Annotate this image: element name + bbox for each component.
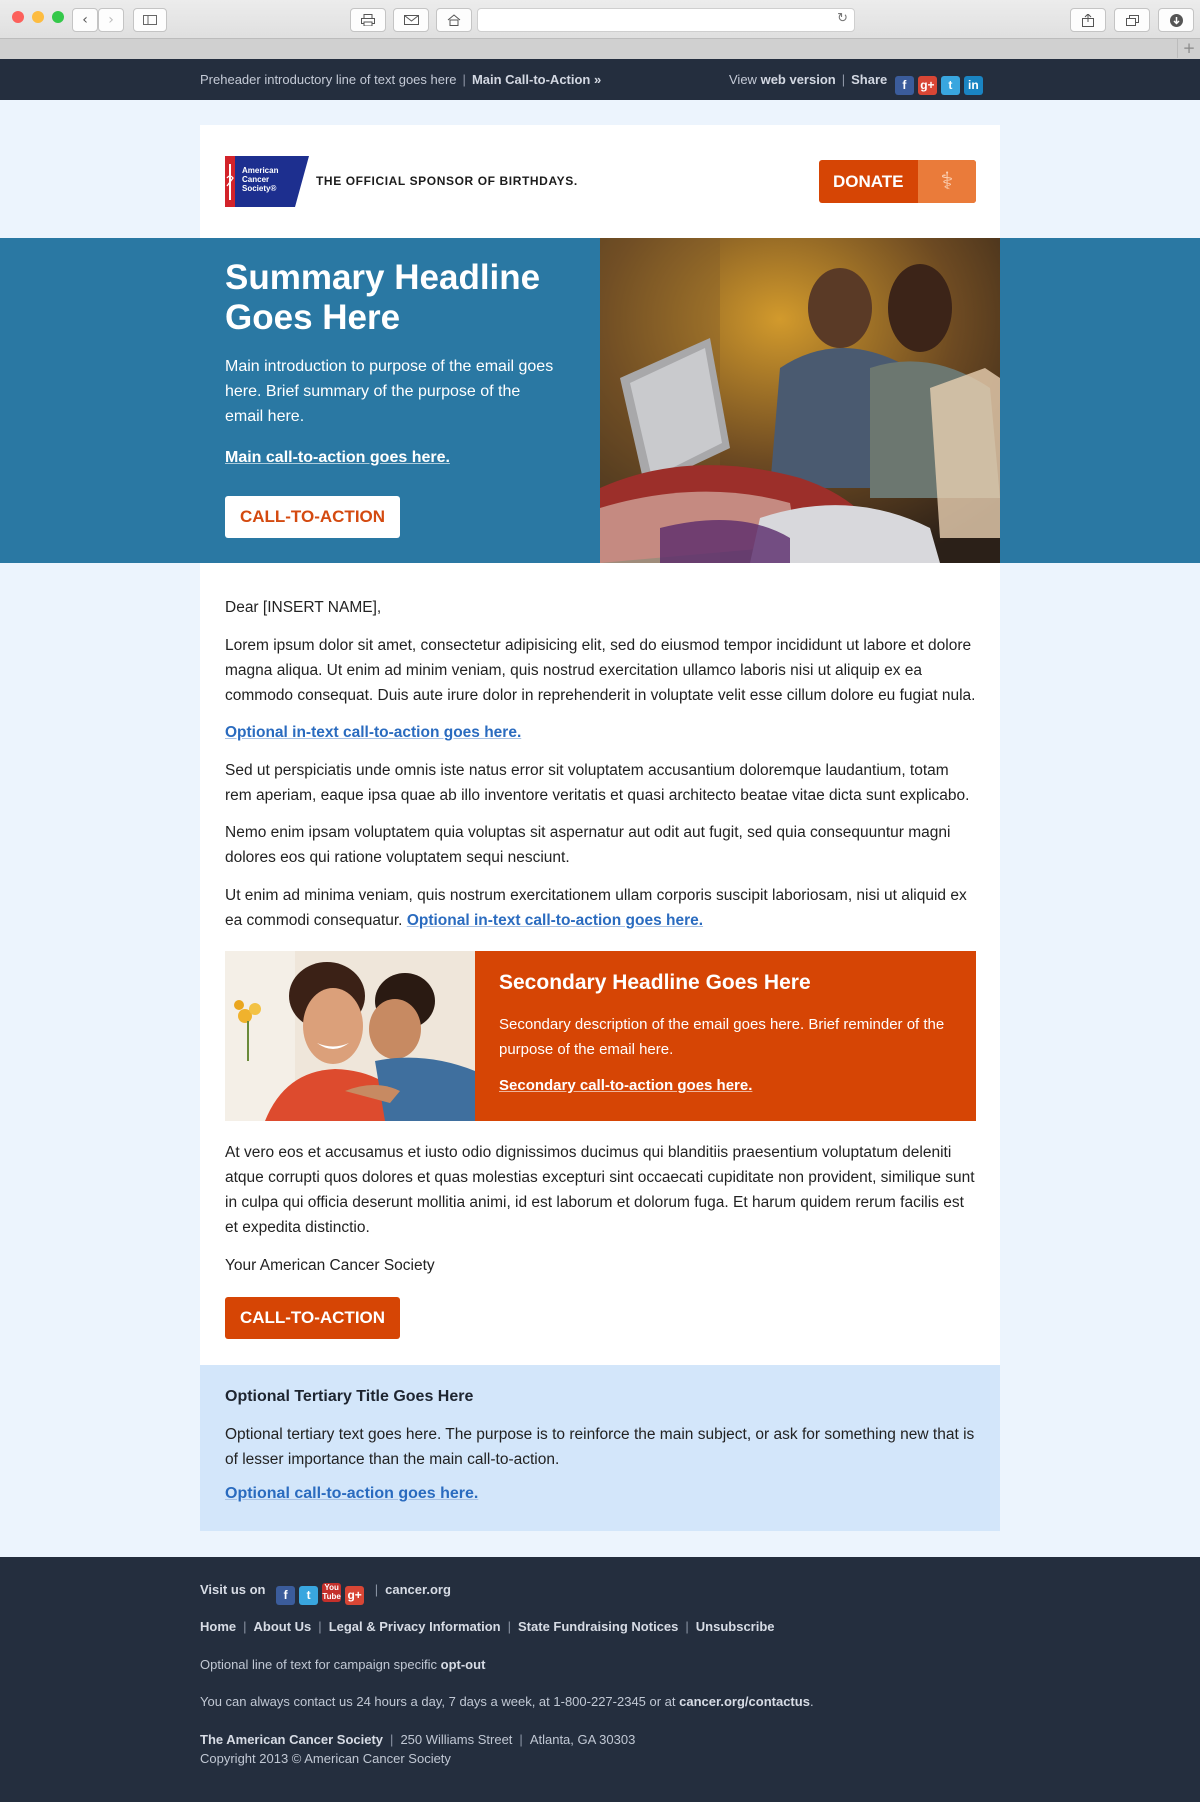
sword-caduceus-icon: ⚕	[918, 160, 976, 203]
twitter-icon[interactable]: t	[941, 76, 960, 95]
twitter-icon[interactable]: t	[299, 1586, 318, 1605]
reload-icon[interactable]: ↻	[837, 11, 848, 26]
donate-button[interactable]	[819, 160, 976, 203]
optout-link[interactable]: opt-out	[440, 1657, 486, 1672]
linkedin-icon[interactable]: in	[964, 76, 983, 95]
separator: |	[462, 72, 466, 87]
american-cancer-society-logo[interactable]	[225, 156, 309, 207]
sidebar-icon	[143, 15, 157, 25]
body-cta-button[interactable]: CALL-TO-ACTION	[225, 1297, 400, 1339]
logo-line-2: Cancer	[242, 175, 270, 184]
separator: |	[685, 1619, 689, 1634]
window-controls	[12, 11, 64, 23]
share-button[interactable]	[1070, 8, 1106, 32]
footer	[0, 1557, 1200, 1802]
view-label: View	[729, 72, 757, 87]
logo-line-3: Society®	[242, 184, 277, 193]
separator: |	[374, 1582, 379, 1597]
youtube-icon[interactable]	[322, 1583, 341, 1602]
back-button[interactable]	[72, 8, 98, 32]
preheader-intro: Preheader introductory line of text goes here	[200, 72, 457, 87]
footer-unsubscribe-link[interactable]: Unsubscribe	[695, 1619, 775, 1634]
signoff: Your American Cancer Society	[225, 1257, 435, 1274]
preheader-main-cta-link[interactable]: Main Call-to-Action	[471, 72, 591, 87]
contact-row	[200, 1694, 814, 1709]
in-text-cta-paragraph	[225, 720, 977, 745]
footer-about-link[interactable]: About Us	[253, 1619, 312, 1634]
sidebar-toggle-button[interactable]	[133, 8, 167, 32]
hero-main-cta-link[interactable]: Main call-to-action goes here.	[225, 449, 450, 466]
optout-row	[200, 1657, 485, 1672]
in-text-cta-link-1[interactable]: Optional in-text call-to-action goes here.	[225, 724, 522, 741]
print-button[interactable]	[350, 8, 386, 32]
address-bar[interactable]	[477, 8, 855, 32]
web-version-link[interactable]: web version	[760, 72, 836, 87]
tab-strip	[0, 38, 1200, 59]
mother-and-son-image	[225, 951, 475, 1121]
youtube-icon-top: You	[324, 1583, 339, 1592]
contact-text: You can always contact us 24 hours a day, 7 days a week, at 1-800-227-2345 or at	[200, 1694, 676, 1709]
home-icon	[447, 14, 461, 26]
optout-text: Optional line of text for campaign specific	[200, 1657, 438, 1672]
logo-line-1: American	[242, 166, 279, 175]
address-row	[200, 1732, 635, 1747]
hero-photo	[600, 238, 1000, 563]
mail-button[interactable]	[393, 8, 429, 32]
secondary-description: Secondary description of the email goes here. Brief reminder of the purpose of the email here.	[499, 1016, 945, 1058]
body-paragraph-4	[225, 883, 977, 933]
in-text-cta-link-2[interactable]: Optional in-text call-to-action goes here.	[406, 912, 704, 929]
close-window-button[interactable]	[12, 11, 24, 23]
street-address: 250 Williams Street	[400, 1732, 513, 1747]
envelope-icon	[404, 15, 419, 25]
body-paragraph-5: At vero eos et accusamus et iusto odio dignissimos ducimus qui blanditiis praesentium voluptatum deleniti atque corrupti quos dolores et quas molestias excepturi sint occaecati cupiditate non provident, similique sunt in culpa qui officia deserunt mollitia animi, id est laborum et dolorum fuga. Et harum quidem rerum facilis est et expedita distinctio.	[225, 1144, 975, 1236]
copyright: Copyright 2013 © American Cancer Society	[200, 1751, 451, 1766]
facebook-icon[interactable]: f	[276, 1586, 295, 1605]
contact-link[interactable]: cancer.org/contactus	[679, 1694, 810, 1709]
printer-icon	[361, 14, 375, 26]
hero-cta-button[interactable]: CALL-TO-ACTION	[225, 496, 400, 538]
secondary-headline: Secondary Headline Goes Here	[499, 971, 811, 994]
chevron-right-icon: ›	[108, 12, 114, 28]
browser-toolbar	[0, 0, 1200, 59]
facebook-icon[interactable]: f	[895, 76, 914, 95]
google-plus-icon[interactable]: g+	[918, 76, 937, 95]
cancer-org-link[interactable]: cancer.org	[385, 1582, 451, 1597]
secondary-cta-link[interactable]: Secondary call-to-action goes here.	[499, 1077, 753, 1094]
footer-home-link[interactable]: Home	[200, 1619, 237, 1634]
couple-with-laptop-image	[600, 238, 1000, 563]
contact-period: .	[809, 1694, 814, 1709]
visit-us-label: Visit us on	[200, 1582, 266, 1597]
google-plus-icon[interactable]: g+	[345, 1586, 364, 1605]
secondary-photo	[225, 951, 475, 1121]
org-name: The American Cancer Society	[200, 1732, 384, 1747]
hero-intro-text: Main introduction to purpose of the email goes here. Brief summary of the purpose of the email here.	[225, 358, 554, 425]
separator: |	[318, 1619, 322, 1634]
forward-button[interactable]	[98, 8, 124, 32]
chevron-right-icon: »	[594, 72, 602, 87]
minimize-window-button[interactable]	[32, 11, 44, 23]
tertiary-text: Optional tertiary text goes here. The purpose is to reinforce the main subject, or ask for something new that is of lesser importance than the main call-to-action.	[225, 1426, 975, 1468]
separator: |	[841, 72, 846, 87]
footer-fundraising-link[interactable]: State Fundraising Notices	[518, 1619, 679, 1634]
donate-label: DONATE	[833, 172, 904, 191]
share-icon	[1082, 14, 1094, 27]
separator: |	[519, 1732, 523, 1747]
tagline: THE OFFICIAL SPONSOR OF BIRTHDAYS.	[316, 174, 578, 188]
new-tab-button[interactable]: +	[1177, 39, 1200, 58]
tabs-overview-button[interactable]	[1114, 8, 1150, 32]
footer-nav	[200, 1619, 775, 1634]
greeting: Dear [INSERT NAME],	[225, 599, 382, 616]
tertiary-cta-link[interactable]: Optional call-to-action goes here.	[225, 1485, 479, 1502]
city-address: Atlanta, GA 30303	[529, 1732, 636, 1747]
hero-banner	[0, 238, 1200, 563]
preheader-right	[729, 72, 983, 95]
download-icon	[1170, 14, 1183, 27]
home-button[interactable]	[436, 8, 472, 32]
body-paragraph-3: Nemo enim ipsam voluptatem quia voluptas sit aspernatur aut odit aut fugit, sed quia consequuntur magni dolores eos qui ratione voluptatem sequi nesciunt.	[225, 824, 951, 866]
footer-social-row	[200, 1582, 451, 1605]
preheader-left	[200, 72, 601, 87]
preheader-bar	[0, 59, 1200, 100]
zoom-window-button[interactable]	[52, 11, 64, 23]
body-paragraph-2: Sed ut perspiciatis unde omnis iste natus error sit voluptatem accusantium doloremque laudantium, totam rem aperiam, eaque ipsa quae ab illo inventore veritatis et quasi architecto beatae vitae dicta sunt explicabo.	[225, 762, 970, 804]
youtube-icon-bottom: Tube	[322, 1592, 341, 1601]
separator: |	[507, 1619, 512, 1634]
share-label: Share	[851, 72, 888, 87]
footer-legal-link[interactable]: Legal & Privacy Information	[328, 1619, 501, 1634]
body-paragraph-4-text: Ut enim ad minima veniam, quis nostrum exercitationem ullam corporis suscipit laboriosam, nisi ut aliquid ex ea commodi consequatur.	[225, 887, 967, 929]
tabs-icon	[1126, 15, 1139, 26]
tertiary-title: Optional Tertiary Title Goes Here	[225, 1388, 474, 1405]
body-paragraph-1: Lorem ipsum dolor sit amet, consectetur adipisicing elit, sed do eiusmod tempor incididunt ut labore et dolore magna aliqua. Ut enim ad minim veniam, quis nostrud exercitation ullamco laboris nisi ut aliquip ex ea commodo consequat. Duis aute irure dolor in reprehenderit in voluptate velit esse cillum dolore eu fugiat nula.	[225, 637, 976, 704]
separator: |	[243, 1619, 247, 1634]
separator: |	[390, 1732, 394, 1747]
summary-headline: Summary Headline Goes Here	[225, 258, 541, 337]
downloads-button[interactable]	[1158, 8, 1194, 32]
chevron-left-icon: ‹	[82, 12, 88, 28]
